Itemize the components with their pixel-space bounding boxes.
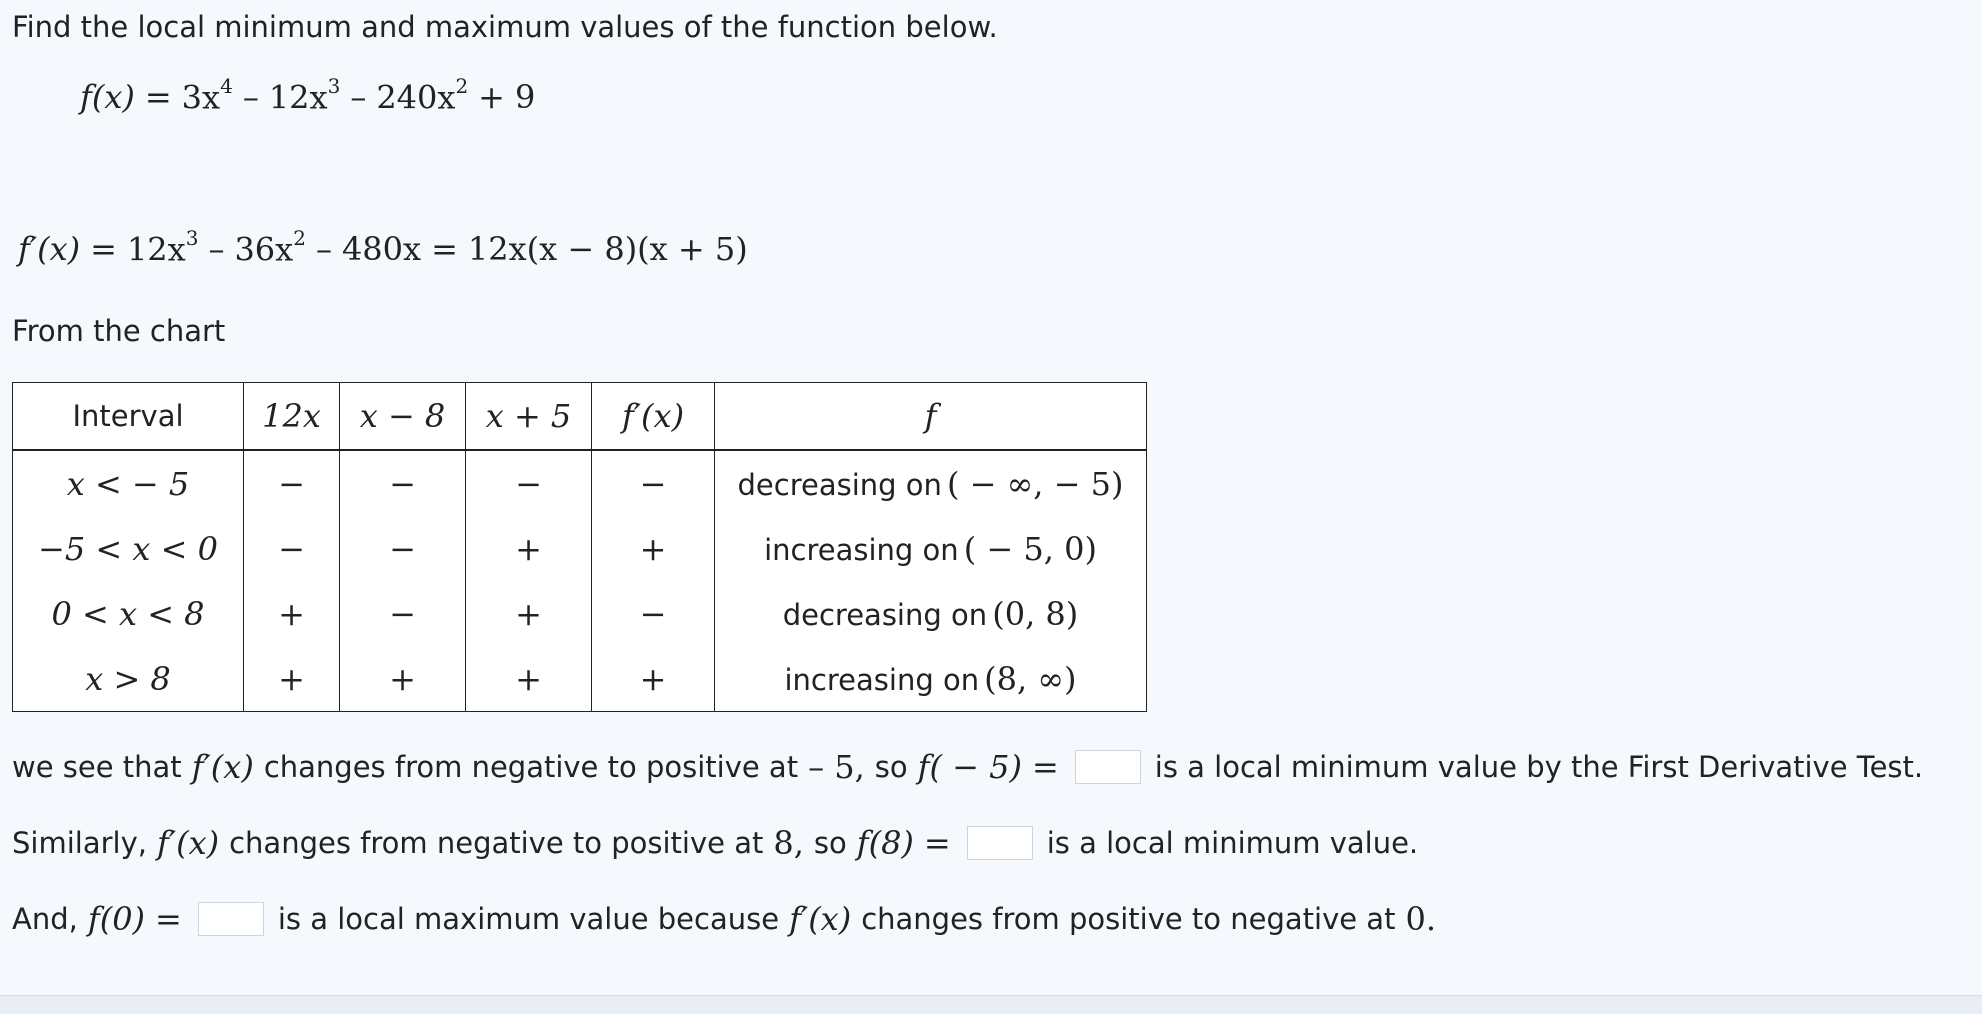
sign-cell: + (466, 516, 592, 581)
behavior-cell: increasing on (8, ∞) (715, 646, 1147, 712)
sign-cell: + (340, 646, 466, 712)
sign-cell: − (340, 450, 466, 516)
behavior-cell: decreasing on (0, 8) (715, 581, 1147, 646)
sign-chart-table (12, 382, 1147, 712)
term-36x2: $36x^2$ (234, 226, 306, 269)
sign-cell: − (592, 581, 715, 646)
term-9: 9 (514, 78, 536, 117)
derivative-lhs: f′(x) (18, 230, 81, 269)
sentence-local-min-8: Similarly, f′(x) changes from negative to positive at 8, so f(8) = is a local minimum value. (12, 824, 1419, 862)
sign-cell: − (244, 450, 340, 516)
header-fprime: f′(x) (592, 383, 715, 451)
interval-cell: 0 < x < 8 (13, 581, 244, 646)
term-12x3: $12x^3$ (126, 226, 199, 269)
behavior-cell: increasing on ( − 5, 0) (715, 516, 1147, 581)
sentence-local-min-neg5: we see that f′(x) changes from negative to positive at – 5, so f( − 5) = is a local minimum value by the First Derivative Test. (12, 748, 1924, 786)
answer-input-f-8[interactable] (967, 826, 1033, 860)
header-12x: 12x (244, 383, 340, 451)
term-240x2: $240x^2$ (376, 74, 469, 117)
interval-cell: x < − 5 (13, 450, 244, 516)
answer-input-f-neg5[interactable] (1075, 750, 1141, 784)
header-f: f (715, 383, 1147, 451)
function-lhs: f(x) (80, 78, 135, 117)
footer-strip (0, 995, 1982, 1014)
term-12x3: $12x^3$ (268, 74, 341, 117)
table-row (13, 581, 1147, 646)
sign-cell: + (592, 516, 715, 581)
answer-input-f-0[interactable] (198, 902, 264, 936)
sign-cell: + (466, 646, 592, 712)
sign-cell: − (244, 516, 340, 581)
sign-cell: − (340, 516, 466, 581)
term-3x4: $3x^4$ (181, 74, 233, 117)
sign-cell: − (592, 450, 715, 516)
table-row (13, 516, 1147, 581)
behavior-cell: decreasing on ( − ∞, − 5) (715, 450, 1147, 516)
question-text: Find the local minimum and maximum values of the function below. (12, 10, 998, 44)
sign-cell: − (340, 581, 466, 646)
interval-cell: x > 8 (13, 646, 244, 712)
derivative-factored: 12x(x − 8)(x + 5) (467, 230, 748, 269)
sign-cell: − (466, 450, 592, 516)
header-x-plus-5: x + 5 (466, 383, 592, 451)
interval-cell: −5 < x < 0 (13, 516, 244, 581)
function-equation: f(x) = $3x^4$ – $12x^3$ – $240x^2$ + 9 (80, 74, 536, 117)
sign-cell: + (592, 646, 715, 712)
sign-cell: + (244, 581, 340, 646)
chart-intro-text: From the chart (12, 314, 226, 348)
sign-cell: + (466, 581, 592, 646)
header-interval: Interval (13, 383, 244, 451)
sign-cell: + (244, 646, 340, 712)
sentence-local-max-0: And, f(0) = is a local maximum value because f′(x) changes from positive to negative at 0. (12, 900, 1436, 938)
term-480x: 480x (341, 230, 422, 269)
table-row (13, 646, 1147, 712)
derivative-equation: f′(x) = $12x^3$ – $36x^2$ – 480x = 12x(x − 8)(x + 5) (18, 226, 748, 269)
table-row (13, 450, 1147, 516)
header-x-minus-8: x − 8 (340, 383, 466, 451)
table-header-row (13, 383, 1147, 451)
